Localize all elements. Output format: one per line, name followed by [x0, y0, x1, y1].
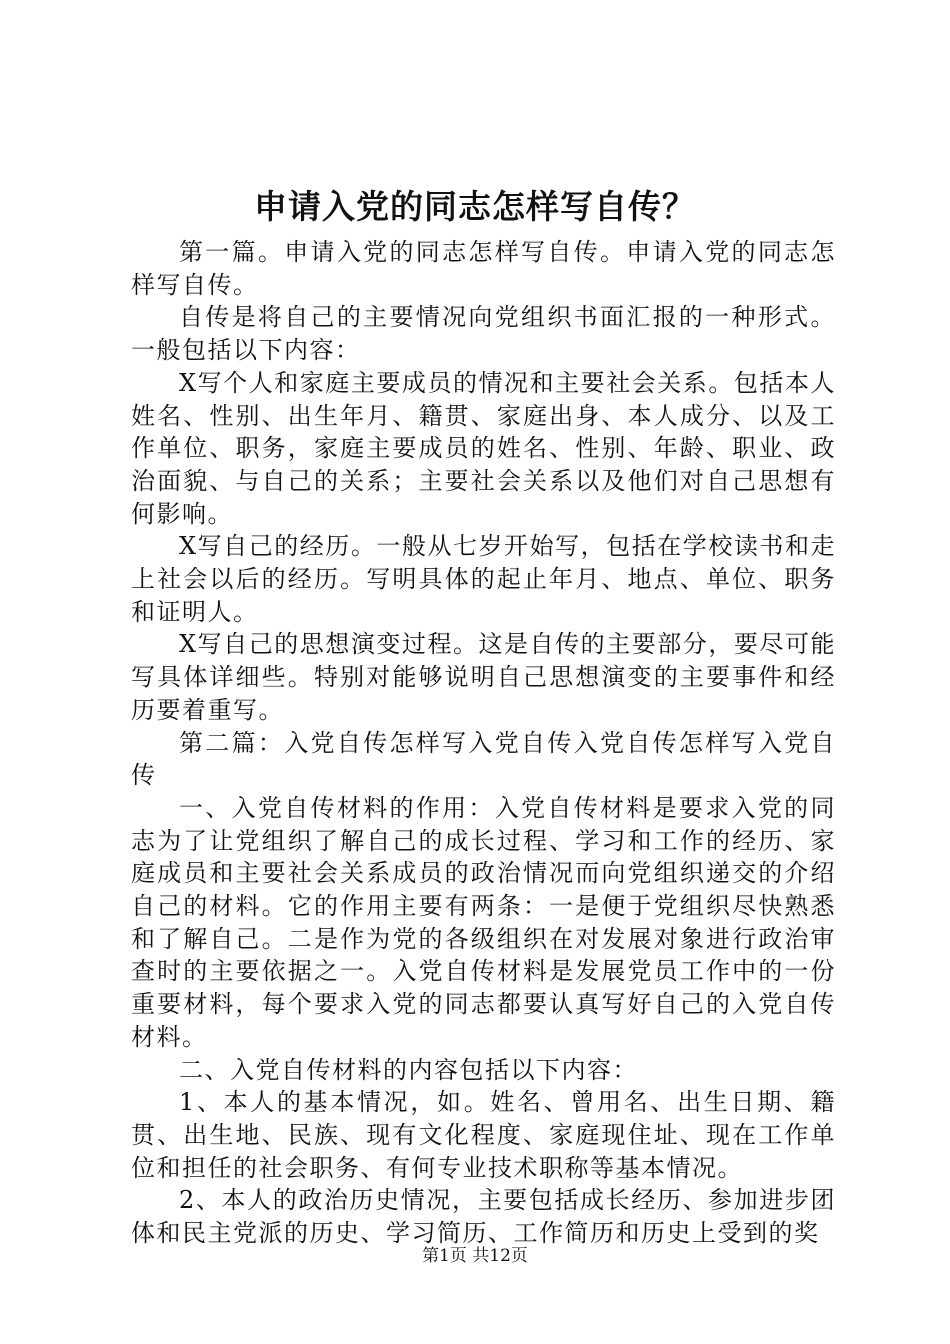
document-title: 申请入党的同志怎样写自传？ — [254, 187, 696, 226]
paragraph: 自传是将自己的主要情况向党组织书面汇报的一种形式。一般包括以下内容： — [131, 303, 836, 365]
paragraph: X写自己的思想演变过程。这是自传的主要部分，要尽可能写具体详细些。特别对能够说明自己思想演变的主要事件和经历要着重写。 — [131, 630, 836, 724]
paragraph: X写个人和家庭主要成员的情况和主要社会关系。包括本人姓名、性别、出生年月、籍贯、家庭出身、本人成分、以及工作单位、职务，家庭主要成员的姓名、性别、年龄、职业、政治面貌、与自己的关系；主要社会关系以及他们对自己思想有何影响。 — [131, 368, 836, 528]
paragraph: X写自己的经历。一般从七岁开始写，包括在学校读书和走上社会以后的经历。写明具体的起止年月、地点、单位、职务和证明人。 — [131, 532, 836, 626]
paragraph: 1、本人的基本情况，如。姓名、曾用名、出生日期、籍贯、出生地、民族、现有文化程度、家庭现住址、现在工作单位和担任的社会职务、有何专业技术职称等基本情况。 — [131, 1088, 836, 1182]
paragraph: 一、入党自传材料的作用：入党自传材料是要求入党的同志为了让党组织了解自己的成长过程、学习和工作的经历、家庭成员和主要社会关系成员的政治情况而向党组织递交的介绍自己的材料。它的作用主要有两条：一是便于党组织尽快熟悉和了解自己。二是作为党的各级组织在对发展对象进行政治审查时的主要依据之一。入党自传材料是发展党员工作中的一份重要材料，每个要求入党的同志都要认真写好自己的入党自传材料。 — [131, 793, 836, 1051]
paragraph: 二、入党自传材料的内容包括以下内容： — [179, 1055, 638, 1084]
paragraph: 2、本人的政治历史情况，主要包括成长经历、参加进步团体和民主党派的历史、学习简历、工作简历和历史上受到的奖 — [131, 1186, 836, 1248]
paragraph: 第二篇：入党自传怎样写入党自传入党自传怎样写入党自传 — [131, 728, 836, 790]
paragraph: 第一篇。申请入党的同志怎样写自传。申请入党的同志怎样写自传。 — [131, 238, 836, 299]
page-number-footer: 第1页 共12页 — [422, 1246, 528, 1266]
document-body — [131, 236, 836, 1250]
